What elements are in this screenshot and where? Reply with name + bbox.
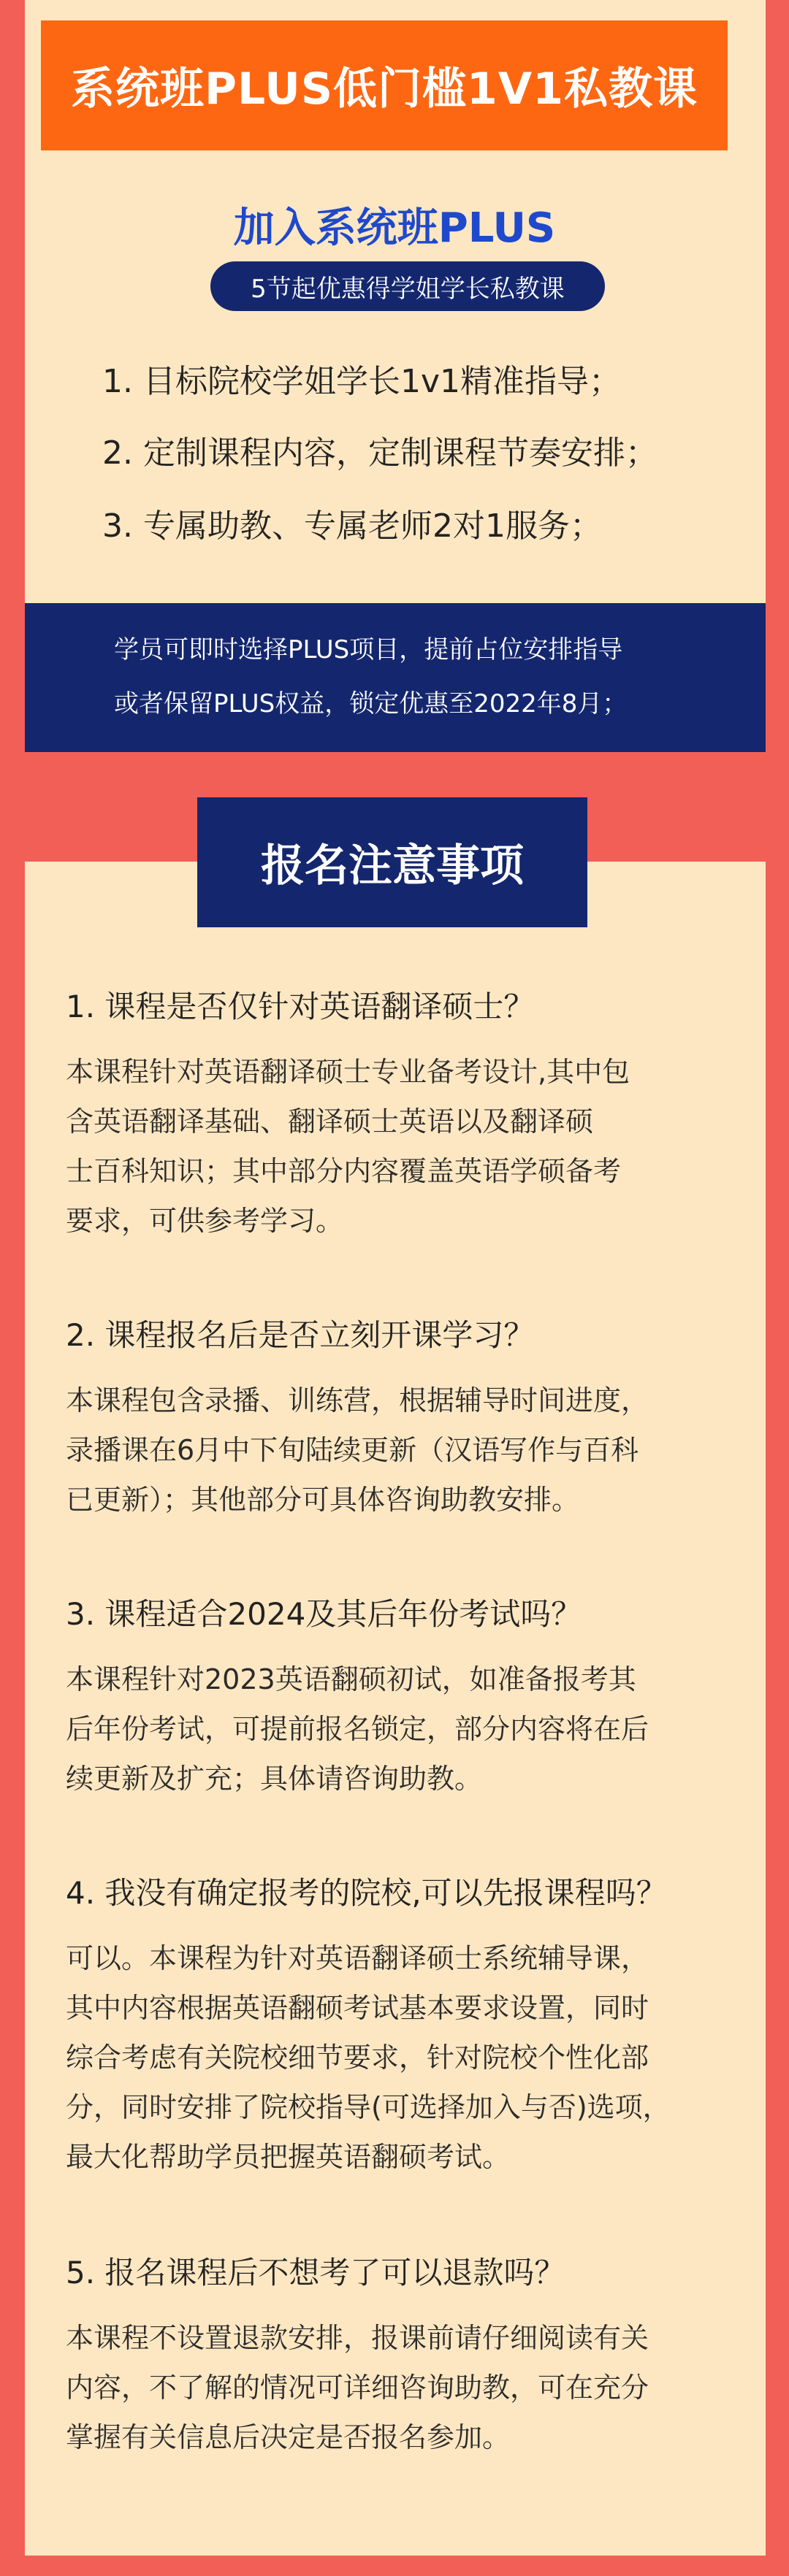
faq-answer-line: 后年份考试，可提前报名锁定，部分内容将在后	[66, 1713, 649, 1745]
faq-question-5: 5. 报名课程后不想考了可以退款吗？	[66, 2255, 565, 2291]
faq-answer-line: 分，同时安排了院校指导(可选择加入与否)选项，	[66, 2091, 671, 2123]
feature-item-1: 1. 目标院校学姐学长1v1精准指导；	[102, 363, 621, 400]
faq-answer-2	[66, 1376, 745, 1525]
discount-pill: 5节起优惠得学姐学长私教课	[210, 261, 605, 311]
faq-answer-line: 最大化帮助学员把握英语翻硕考试。	[66, 2141, 511, 2173]
faq-answer-line: 本课程针对英语翻译硕士专业备考设计,其中包	[66, 1056, 630, 1088]
faq-answer-line: 士百科知识；其中部分内容覆盖英语学硕备考	[66, 1155, 622, 1187]
faq-answer-line: 本课程包含录播、训练营，根据辅导时间进度，	[66, 1384, 649, 1417]
notice-heading: 报名注意事项	[197, 797, 587, 927]
faq-answer-1	[66, 1047, 745, 1246]
banner-title: 系统班PLUS低门槛1V1私教课	[41, 20, 728, 150]
faq-question-1: 1. 课程是否仅针对英语翻译硕士？	[66, 989, 535, 1024]
faq-question-4: 4. 我没有确定报考的院校,可以先报课程吗？	[66, 1875, 667, 1911]
faq-answer-line: 可以。本课程为针对英语翻译硕士系统辅导课，	[66, 1942, 649, 1974]
faq-answer-4	[66, 1933, 745, 2182]
faq-answer-line: 本课程针对2023英语翻硕初试，如准备报考其	[66, 1663, 636, 1695]
faq-answer-line: 本课程不设置退款安排，报课前请仔细阅读有关	[66, 2322, 649, 2354]
plus-note-line-2: 或者保留PLUS权益，锁定优惠至2022年8月；	[114, 689, 628, 718]
faq-answer-line: 综合考虑有关院校细节要求，针对院校个性化部	[66, 2042, 649, 2074]
faq-answer-line: 续更新及扩充；具体请咨询助教。	[66, 1763, 483, 1795]
join-plus-heading: 加入系统班PLUS	[233, 204, 556, 252]
faq-answer-line: 掌握有关信息后决定是否报名参加。	[66, 2421, 511, 2453]
faq-answer-line: 已更新）；其他部分可具体咨询助教安排。	[66, 1484, 580, 1516]
feature-item-2: 2. 定制课程内容，定制课程节奏安排；	[102, 434, 658, 472]
faq-answer-line: 内容，不了解的情况可详细咨询助教，可在充分	[66, 2372, 649, 2404]
faq-question-3: 3. 课程适合2024及其后年份考试吗？	[66, 1596, 582, 1632]
faq-question-2: 2. 课程报名后是否立刻开课学习？	[66, 1317, 535, 1353]
faq-answer-5	[66, 2313, 745, 2462]
faq-answer-line: 要求，可供参考学习。	[66, 1205, 344, 1237]
feature-item-3: 3. 专属助教、专属老师2对1服务；	[102, 507, 602, 545]
faq-answer-line: 其中内容根据英语翻硕考试基本要求设置，同时	[66, 1992, 649, 2024]
faq-answer-line: 含英语翻译基础、翻译硕士英语以及翻译硕	[66, 1105, 594, 1138]
faq-answer-3	[66, 1655, 745, 1803]
faq-answer-line: 录播课在6月中下旬陆续更新（汉语写作与百科	[66, 1434, 639, 1466]
right-edge-strip	[774, 0, 789, 80]
plus-note-box	[25, 603, 766, 752]
plus-note-line-1: 学员可即时选择PLUS项目，提前占位安排指导	[114, 635, 623, 664]
